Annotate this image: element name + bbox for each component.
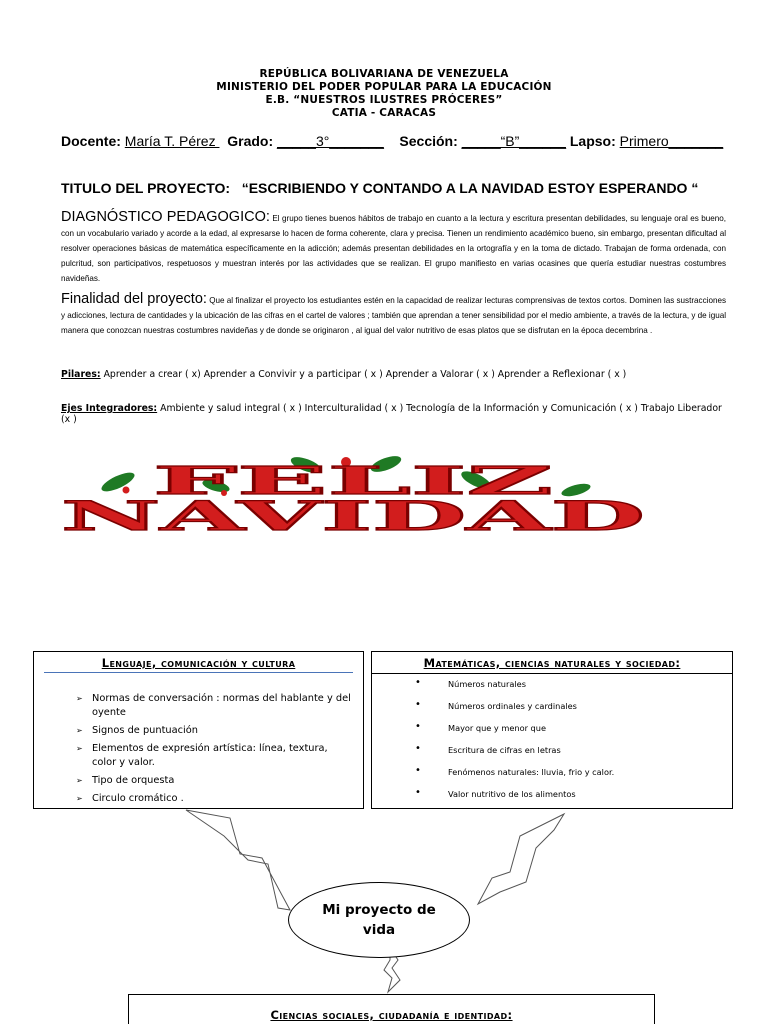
arrow-bullet-icon: ➢	[76, 744, 83, 753]
header-ministry: MINISTERIO DEL PODER POPULAR PARA LA EDUCACIÓN	[216, 81, 552, 93]
bullet-icon: •	[415, 743, 421, 754]
list-item-text: Escritura de cifras en letras	[448, 745, 561, 755]
list-item	[34, 792, 363, 806]
list-item-text: Tipo de orquesta	[92, 775, 175, 786]
finalidad-paragraph	[61, 292, 726, 338]
ejes-label: Ejes Integradores:	[61, 403, 158, 414]
list-item	[372, 745, 732, 767]
banner-navidad: NAVIDAD	[61, 493, 645, 536]
header-location: CATIA - CARACAS	[331, 107, 437, 119]
ejes-text: Ambiente y salud integral ( x ) Interculturalidad ( x ) Tecnología de la Información y Comunicación ( x ) Trabajo Liberador (x )	[61, 403, 722, 425]
ellipse-line2: vida	[362, 922, 396, 938]
header-republic: REPÚBLICA BOLIVARIANA DE VENEZUELA	[259, 68, 509, 80]
lenguaje-title-rule	[44, 672, 353, 673]
ellipse-line1: Mi proyecto de	[322, 902, 436, 918]
list-item-text: Mayor que y menor que	[448, 723, 546, 733]
diagnostico-label: DIAGNÓSTICO PEDAGOGICO:	[61, 209, 270, 225]
matematicas-list	[372, 679, 732, 811]
finalidad-text: Que al finalizar el proyecto los estudiantes estén en la capacidad de realizar lecturas comprensivas de textos cortos. Dominen las sustracciones y adicciones, lectura de cantidades y la ubicación de las cifras en el cartel de valores ; también que aprendan a tener sensibilidad por el medio ambiente, a través de la lectura, y de igual manera que conozcan nuestras costumbres navideñas y de donde se originaron , al igual del valor nutritivo de esas platos que se disfrutan en la época decembrina .	[61, 296, 726, 335]
pilares-label: Pilares:	[61, 369, 101, 380]
bullet-icon: •	[415, 699, 421, 710]
diagnostico-text: El grupo tienes buenos hábitos de trabajo en cuanto a la lectura y escritura presentan debilidades, su lenguaje oral es bueno, con un vocabulario variado y acorde a la edad, al expresarse lo hacen de forma coherente, clara y precisa. Tienen un rendimiento académico bueno, sin embargo, presentan dificultad al resolver operaciones básicas de matemática específicamente en la adicción; además presentan debilidades en la ortografía y en la toma de dictado. Trabajan de forma ordenada, con pulcritud, son participativos, respetuosos y muestran interés por las actividades que se realizan. El grupo manifiesto en varias ocasines que quería estudiar nuestras costumbres navideñas.	[61, 214, 726, 283]
banner-feliz: FELIZ	[153, 458, 553, 503]
matematicas-title-rule	[372, 673, 732, 674]
list-item	[34, 692, 363, 720]
project-title-value: “ESCRIBIENDO Y CONTANDO A LA NAVIDAD ESTOY ESPERANDO “	[241, 180, 699, 196]
ejes-line	[61, 403, 726, 425]
matematicas-title: Matemáticas, ciencias naturales y sociedad:	[423, 656, 681, 670]
bullet-icon: •	[415, 787, 421, 798]
pilares-text: Aprender a crear ( x) Aprender a Convivir y a participar ( x ) Aprender a Valorar ( x ) Aprender a Reflexionar ( x )	[100, 369, 627, 380]
arrow-bullet-icon: ➢	[76, 794, 83, 803]
lenguaje-list	[34, 692, 363, 806]
list-item-text: Números naturales	[448, 679, 526, 689]
list-item-text: Elementos de expresión artística: línea, textura, color y valor.	[92, 743, 328, 768]
proyecto-de-vida-ellipse	[288, 882, 470, 958]
list-item-text: Valor nutritivo de los alimentos	[448, 789, 576, 799]
arrow-bullet-icon: ➢	[76, 776, 83, 785]
bullet-icon: •	[415, 765, 421, 776]
grado-label: Grado:	[227, 133, 274, 149]
diagnostico-paragraph	[61, 210, 726, 286]
lenguaje-box	[33, 651, 364, 809]
list-item	[372, 767, 732, 789]
lenguaje-title: Lenguaje, comunicación y cultura	[101, 656, 296, 670]
list-item	[372, 679, 732, 701]
list-item	[34, 742, 363, 770]
list-item-text: Circulo cromático .	[92, 793, 184, 804]
docente-label: Docente:	[61, 133, 121, 149]
seccion-label: Sección:	[399, 133, 458, 149]
ciencias-sociales-box	[128, 994, 655, 1024]
ciencias-sociales-title: Ciencias sociales, ciudadanía e identidad:	[270, 1008, 513, 1022]
list-item	[372, 701, 732, 723]
lightning-arrow-left	[186, 810, 290, 910]
matematicas-box	[371, 651, 733, 809]
list-item	[34, 724, 363, 738]
finalidad-label: Finalidad del proyecto:	[61, 291, 207, 307]
lightning-arrow-right	[478, 814, 564, 904]
docente-value: María T. Pérez	[124, 133, 220, 149]
list-item	[34, 774, 363, 788]
arrow-bullet-icon: ➢	[76, 726, 83, 735]
header-school: E.B. “NUESTROS ILUSTRES PRÓCERES”	[265, 94, 503, 106]
bullet-icon: •	[415, 721, 421, 732]
grado-value: _____3°_______	[277, 133, 384, 149]
pilares-line	[61, 369, 726, 380]
bullet-icon: •	[415, 677, 421, 688]
list-item-text: Fenómenos naturales: lluvia, frio y calor.	[448, 767, 615, 777]
list-item-text: Signos de puntuación	[92, 725, 198, 736]
feliz-navidad-banner	[56, 450, 650, 536]
lapso-value: Primero_______	[619, 133, 724, 149]
seccion-value: _____“B”______	[461, 133, 566, 149]
list-item	[372, 789, 732, 811]
project-title-label: TITULO DEL PROYECTO:	[61, 180, 231, 196]
arrow-bullet-icon: ➢	[76, 694, 83, 703]
lapso-label: Lapso:	[569, 133, 616, 149]
list-item-text: Números ordinales y cardinales	[448, 701, 577, 711]
teacher-info-row	[61, 133, 741, 149]
project-title	[61, 180, 751, 196]
list-item	[372, 723, 732, 745]
list-item-text: Normas de conversación : normas del hablante y del oyente	[92, 693, 351, 718]
